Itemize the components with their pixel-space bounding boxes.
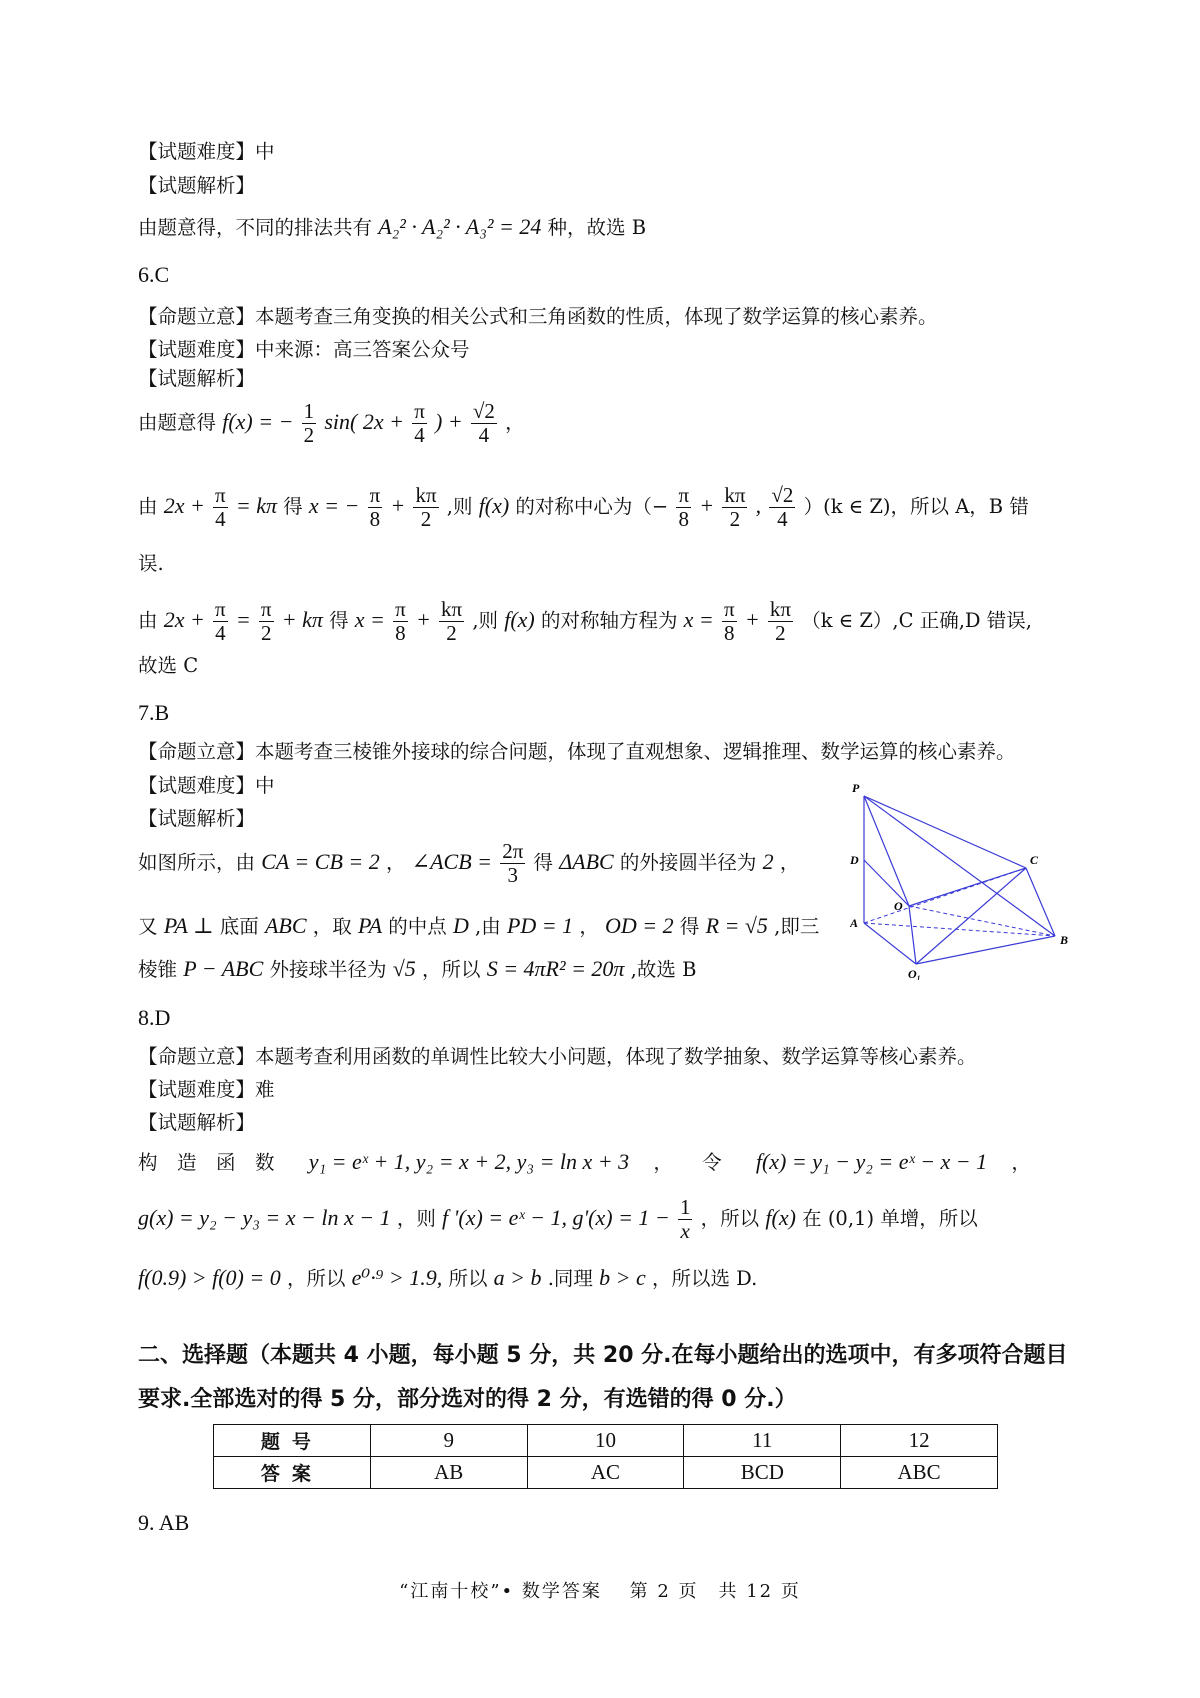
fraction: $\frac{√2}{4}$ (771, 483, 794, 532)
q8-analysis-heading: 【试题解析】 (138, 1111, 256, 1134)
math: PA ⊥ (163, 913, 214, 938)
math: = kπ (235, 493, 277, 519)
math: f(x) = − (222, 409, 294, 435)
q7-intent: 【命题立意】本题考查三棱锥外接球的综合问题，体现了直观想象、逻辑推理、数学运算的核心素养。 (138, 740, 1016, 763)
fraction: $\frac{k\pi}{2}$ (415, 483, 437, 532)
math: sin( 2x + (324, 409, 404, 435)
table-cell: 11 (684, 1425, 841, 1457)
math: x = (354, 607, 385, 633)
text: ）(k ∈ Z)，所以 A，B 错 (803, 495, 1029, 519)
text: ,故选 B (630, 958, 697, 981)
fraction: $\frac{\pi}{4}$ (414, 399, 425, 448)
tetrahedron-figure (850, 780, 1080, 980)
table-header-cell: 题号 (214, 1425, 371, 1457)
fraction: $\frac{\pi}{4}$ (215, 483, 226, 532)
math: 2x + (163, 493, 205, 519)
q8-line3 (138, 1265, 757, 1291)
text: ,则 (446, 495, 473, 519)
text: 又 (138, 915, 158, 938)
math: A₂² · A₂² · A₃² = 24 (378, 214, 542, 239)
math: + kπ (281, 607, 323, 633)
text: 构 造 函 数 (138, 1151, 275, 1174)
text: ，所以选 D. (651, 1267, 758, 1290)
text: 得 (283, 495, 303, 519)
text: ， (385, 851, 406, 875)
q6-intent: 【命题立意】本题考查三角变换的相关公式和三角函数的性质，体现了数学运算的核心素养。 (138, 305, 938, 328)
math: ∠ACB = (411, 849, 493, 875)
math: f(x) (504, 607, 535, 633)
table-cell: 12 (841, 1425, 998, 1457)
q6-line4 (138, 598, 1032, 645)
q8-line1 (138, 1149, 1031, 1175)
text: 棱锥 (138, 958, 178, 981)
math: y₁ = eˣ + 1, y₂ = x + 2, y₃ = ln x + 3 (308, 1149, 630, 1174)
edge-OO1 (909, 906, 916, 964)
text: ，取 (312, 915, 352, 938)
fraction: $\frac{\pi}{8}$ (724, 597, 735, 646)
fraction: $\frac{1}{x}$ (679, 1195, 691, 1244)
math: b > c (599, 1265, 646, 1290)
text: 外接球半径为 (269, 958, 387, 981)
label-O1: O₁ (908, 967, 921, 980)
edge-AO1 (864, 923, 916, 964)
math: PA (357, 913, 383, 938)
label-O: O (894, 899, 903, 913)
text: 得 (329, 609, 349, 633)
math: 2 (762, 849, 774, 875)
edge-AB (864, 923, 1055, 936)
text: ， 令 (653, 1151, 722, 1174)
edge-O1B (916, 936, 1055, 964)
q6-analysis-heading: 【试题解析】 (138, 367, 256, 390)
fraction: $\frac{\pi}{2}$ (260, 597, 272, 646)
q6-line1 (138, 400, 525, 447)
math: S = 4πR² = 20π (486, 956, 625, 981)
text: ，则 (396, 1207, 436, 1231)
math: ) + (435, 409, 463, 435)
math: √5 (392, 956, 416, 981)
math: ABC (264, 913, 307, 938)
math: OD = 2 (605, 913, 674, 938)
math: + (744, 607, 760, 633)
text: 的对称轴方程为 (540, 609, 678, 633)
math: a > b (493, 1265, 542, 1290)
text: 种，故选 B (547, 216, 647, 239)
edge-OB (909, 906, 1055, 936)
q6-line2 (138, 484, 1029, 531)
fraction: $\frac{\pi}{8}$ (678, 483, 690, 532)
text: 在 (0,1) 单增，所以 (802, 1207, 978, 1231)
text: 如图所示，由 (138, 851, 256, 875)
label-B: B (1060, 933, 1069, 947)
q9-answer: 9. AB (138, 1510, 190, 1535)
text: 所以 (448, 1267, 488, 1290)
fraction: $\frac{k\pi}{2}$ (441, 597, 463, 646)
q7-line1 (138, 840, 799, 887)
math: f '(x) = eˣ − 1, g'(x) = 1 − (442, 1205, 670, 1231)
math: f(x) (765, 1205, 796, 1231)
q6-line5: 故选 C (138, 654, 199, 677)
edge-OC (909, 868, 1026, 906)
math: , (755, 493, 762, 519)
q7-difficulty: 【试题难度】中 (138, 774, 275, 797)
text: ，所以 (700, 1207, 760, 1231)
text: 由题意得 (138, 411, 217, 435)
text: 得 (533, 851, 554, 875)
text: 得 (679, 915, 700, 938)
text: 的对称中心为（− (515, 495, 669, 519)
table-cell: 10 (527, 1425, 684, 1457)
edge-PC (864, 796, 1026, 868)
q8-difficulty: 【试题难度】难 (138, 1078, 275, 1101)
text: （k ∈ Z）,C 正确,D 错误, (801, 609, 1032, 633)
fraction: $\frac{\pi}{8}$ (369, 483, 381, 532)
table-header-cell: 答案 (214, 1457, 371, 1489)
text: ， (579, 915, 599, 938)
table-cell: AB (370, 1457, 527, 1489)
edge-O1C (916, 868, 1026, 964)
text: ,由 (475, 915, 501, 938)
page-footer: “江南十校”• 数学答案 第 2 页 共 12 页 (399, 1581, 801, 1602)
table-row (214, 1425, 998, 1457)
text: 的外接圆半径为 (619, 851, 757, 875)
math: CA = CB = 2 (261, 849, 380, 875)
label-P: P (852, 781, 860, 795)
text: ， (779, 851, 800, 875)
text: ， (505, 411, 525, 435)
table-row (214, 1457, 998, 1489)
fraction: $\frac{√2}{4}$ (472, 399, 495, 448)
text: ， (1011, 1151, 1031, 1174)
answer-table (213, 1424, 998, 1489)
text: 的中点 (388, 915, 447, 938)
math: PD = 1 (506, 913, 574, 938)
text: ，所以 (421, 958, 481, 981)
math: x = − (308, 493, 360, 519)
math: = (235, 607, 251, 633)
math: g(x) = y₂ − y₃ = x − ln x − 1 (138, 1205, 391, 1231)
fraction: $\frac{2\pi}{3}$ (502, 839, 524, 888)
fraction: $\frac{\pi}{8}$ (395, 597, 406, 646)
table-cell: 9 (370, 1425, 527, 1457)
fraction: $\frac{\pi}{4}$ (215, 597, 226, 646)
q6-line3: 误. (138, 552, 164, 575)
math: P − ABC (183, 956, 264, 981)
label-A: A (850, 916, 859, 930)
q6-difficulty: 【试题难度】中来源：高三答案公众号 (138, 338, 470, 361)
text: 底面 (219, 915, 259, 938)
q5-difficulty: 【试题难度】中 (138, 140, 275, 163)
q5-analysis-heading: 【试题解析】 (138, 174, 256, 197)
text: ,则 (472, 609, 499, 633)
math: f(x) = y₁ − y₂ = eˣ − x − 1 (755, 1149, 988, 1174)
math: ΔABC (559, 849, 614, 875)
label-D: D (850, 853, 859, 867)
section-2-heading: 二、选择题（本题共 4 小题，每小题 5 分，共 20 分.在每小题给出的选项中，有多项符合题目要求.全部选对的得 5 分，部分选对的得 2 分，有选错的得 0 分.） (138, 1343, 1068, 1412)
text: ,即三 (774, 915, 820, 938)
math: + (390, 493, 406, 519)
q7-line3 (138, 956, 696, 982)
fraction: $\frac{1}{2}$ (303, 399, 315, 448)
q7-answer: 7.B (138, 700, 170, 725)
text: 由 (138, 495, 158, 519)
label-C: C (1030, 853, 1039, 867)
fraction: $\frac{k\pi}{2}$ (724, 483, 746, 532)
text: .同理 (547, 1267, 593, 1290)
math: x = (683, 607, 714, 633)
q7-line2 (138, 913, 819, 939)
math: f(0.9) > f(0) = 0 (138, 1265, 281, 1290)
text: 由 (138, 609, 158, 633)
math: R = √5 (705, 913, 768, 938)
table-cell: AC (527, 1457, 684, 1489)
q6-answer: 6.C (138, 262, 170, 287)
q8-line2 (138, 1196, 978, 1243)
table-cell: ABC (841, 1457, 998, 1489)
fraction: $\frac{k\pi}{2}$ (769, 597, 791, 646)
math: + (415, 607, 431, 633)
q5-analysis-line (138, 214, 646, 240)
text: ，所以 (286, 1267, 346, 1290)
q7-analysis-heading: 【试题解析】 (138, 807, 256, 830)
table-cell: BCD (684, 1457, 841, 1489)
math: e⁰·⁹ > 1.9, (351, 1265, 443, 1290)
math: f(x) (478, 493, 510, 519)
math: 2x + (163, 607, 205, 633)
q8-answer: 8.D (138, 1005, 171, 1030)
q8-intent: 【命题立意】本题考查利用函数的单调性比较大小问题，体现了数学抽象、数学运算等核心素养。 (138, 1045, 977, 1068)
math: + (699, 493, 715, 519)
math: D (452, 913, 469, 938)
text: 由题意得，不同的排法共有 (138, 216, 373, 239)
